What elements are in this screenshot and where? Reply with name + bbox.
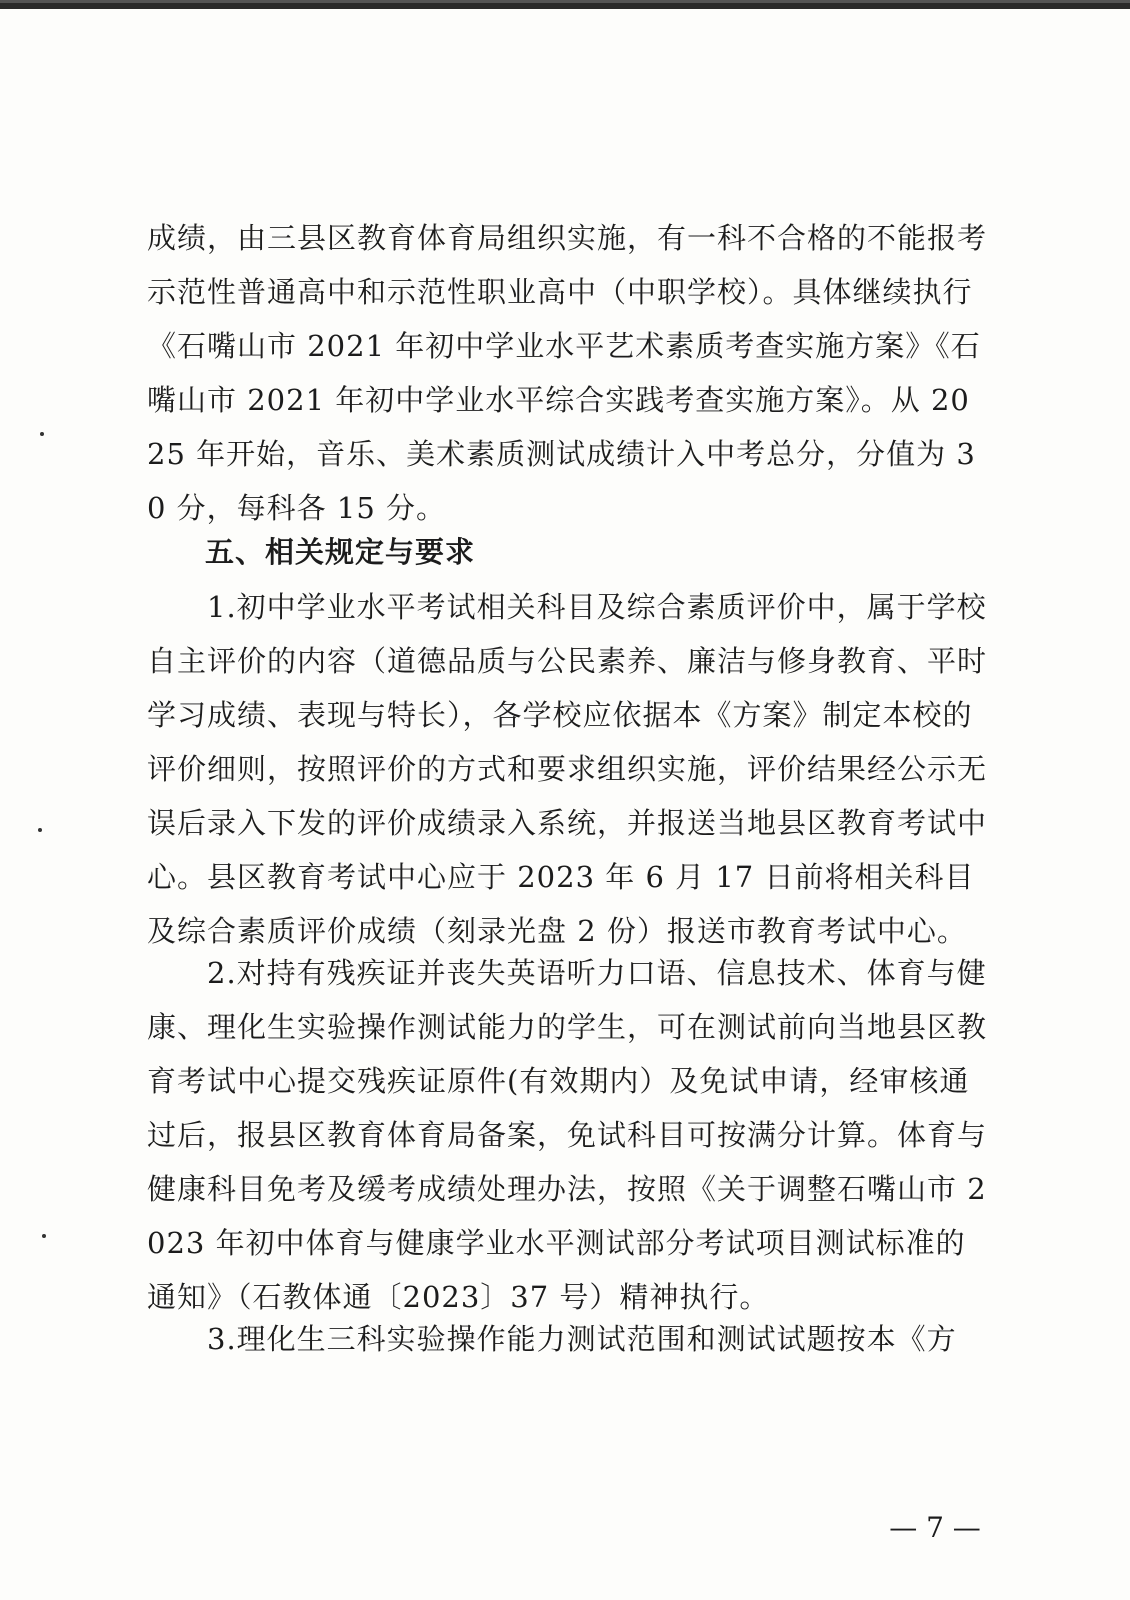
scan-speck: [40, 432, 44, 436]
scan-speck: [38, 828, 42, 832]
scan-speck: [42, 1234, 46, 1238]
paragraph-item-3: 3.理化生三科实验操作能力测试范围和测试试题按本《方: [147, 1322, 957, 1356]
section-heading: 五、相关规定与要求: [205, 535, 476, 569]
paragraph-item-2: 2.对持有残疾证并丧失英语听力口语、信息技术、体育与健康、理化生实验操作测试能力的学生，可在测试前向当地县区教育考试中心提交残疾证原件(有效期内）及免试申请，经审核通过后，报县区教育体育局备案，免试科目可按满分计算。体育与健康科目免考及缓考成绩处理办法，按照《关于调整石嘴山市 2023 年初中体育与健康学业水平测试部分考试项目测试标准的通知》（石教体通〔2023〕37 号）精神执行。: [147, 956, 988, 1314]
paragraph-item-1: 1.初中学业水平考试相关科目及综合素质评价中，属于学校自主评价的内容（道德品质与公民素养、廉洁与修身教育、平时学习成绩、表现与特长），各学校应依据本《方案》制定本校的评价细则，按照评价的方式和要求组织实施，评价结果经公示无误后录入下发的评价成绩录入系统，并报送当地县区教育考试中心。县区教育考试中心应于 2023 年 6 月 17 日前将相关科目及综合素质评价成绩（刻录光盘 2 份）报送市教育考试中心。: [147, 590, 988, 948]
scan-edge: [0, 0, 1130, 9]
paragraph-art-assessment: 成绩，由三县区教育体育局组织实施，有一科不合格的不能报考示范性普通高中和示范性职业高中（中职学校）。具体继续执行《石嘴山市 2021 年初中学业水平艺术素质考查实施方案》《石嘴山市 2021 年初中学业水平综合实践考查实施方案》。从 2025 年开始，音乐、美术素质测试成绩计入中考总分，分值为 30 分，每科各 15 分。: [147, 221, 988, 525]
page-number: — 7 —: [889, 1511, 981, 1544]
